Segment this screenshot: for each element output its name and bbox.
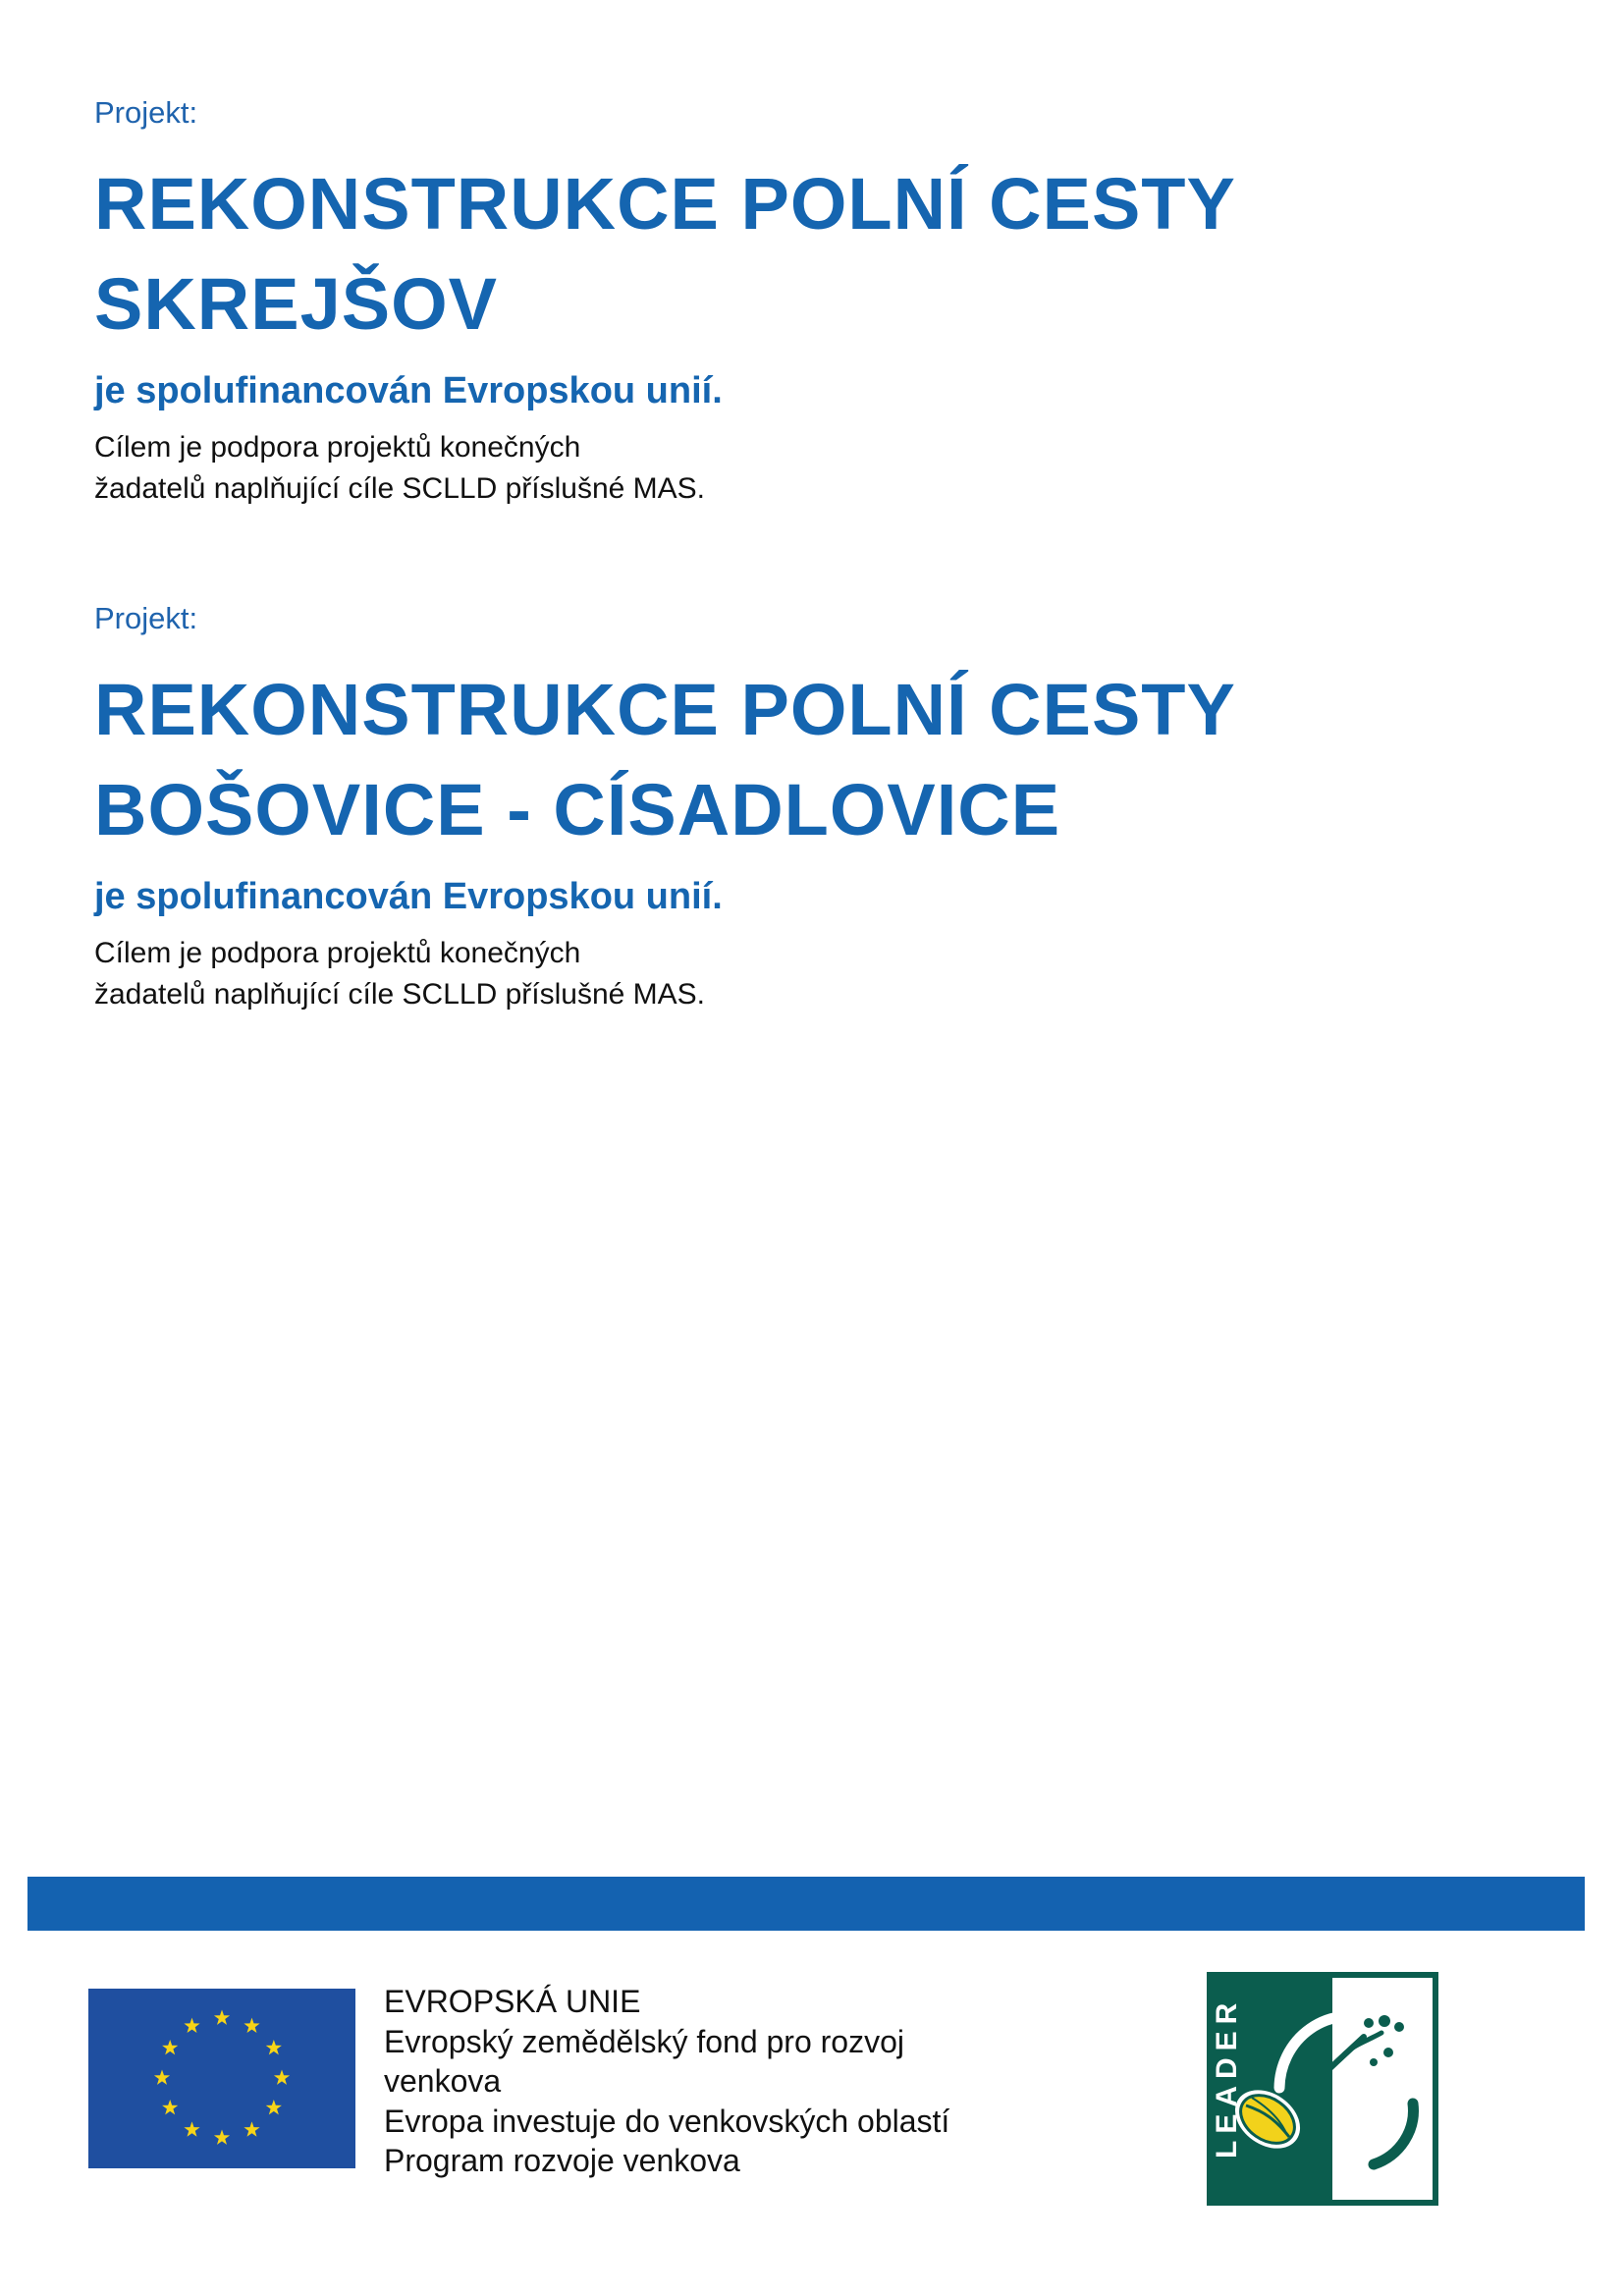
project-goal-line-2: žadatelů naplňující cíle SCLLD příslušné MAS. xyxy=(94,472,705,505)
project-block-1 xyxy=(94,93,1236,510)
project-label: Projekt: xyxy=(94,601,198,635)
project-goal-line-1: Cílem je podpora projektů konečných xyxy=(94,937,581,969)
project-block-2 xyxy=(94,599,1236,1015)
cofinance-statement: je spolufinancován Evropskou unií. xyxy=(94,876,723,917)
project-title-line-1: REKONSTRUKCE POLNÍ CESTY xyxy=(94,669,1236,750)
fund-line-5: Program rozvoje venkova xyxy=(384,2143,740,2178)
project-title-line-2: BOŠOVICE - CÍSADLOVICE xyxy=(94,769,1061,850)
leader-logo-text: LEADER xyxy=(1211,1995,1243,2159)
fund-line-3: venkova xyxy=(384,2063,502,2099)
fund-line-1: EVROPSKÁ UNIE xyxy=(384,1984,641,2019)
eu-flag-icon xyxy=(88,1989,355,2168)
project-goal xyxy=(94,427,1236,510)
fund-line-2: Evropský zemědělský fond pro rozvoj xyxy=(384,2023,904,2059)
project-title-line-1: REKONSTRUKCE POLNÍ CESTY xyxy=(94,163,1236,245)
fund-line-4: Evropa investuje do venkovských oblastí xyxy=(384,2103,950,2139)
project-title-line-2: SKREJŠOV xyxy=(94,263,499,345)
blue-divider-band xyxy=(27,1877,1585,1931)
cofinance-statement: je spolufinancován Evropskou unií. xyxy=(94,370,723,411)
project-title xyxy=(94,154,1236,355)
fund-description xyxy=(384,1982,949,2181)
project-label: Projekt: xyxy=(94,95,198,130)
project-goal xyxy=(94,933,1236,1015)
project-goal-line-2: žadatelů naplňující cíle SCLLD příslušné MAS. xyxy=(94,978,705,1011)
project-title xyxy=(94,660,1236,860)
project-goal-line-1: Cílem je podpora projektů konečných xyxy=(94,431,581,464)
leader-logo-icon xyxy=(1207,1972,1438,2206)
